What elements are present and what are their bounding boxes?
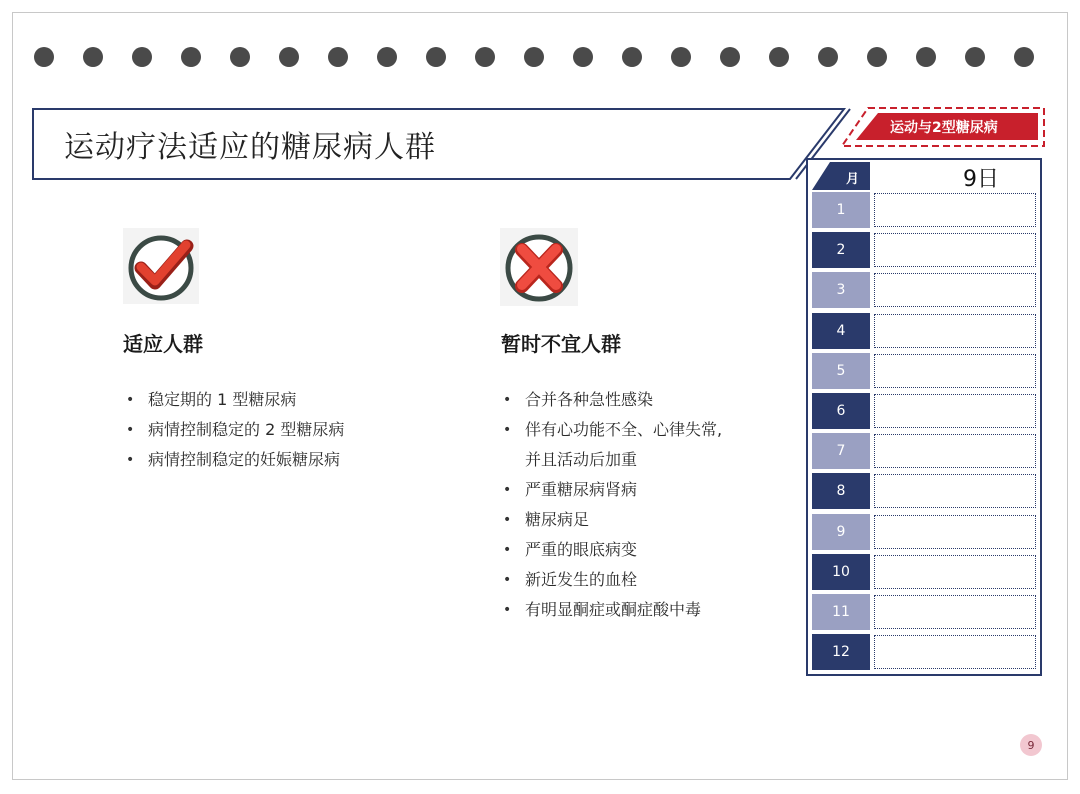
binder-hole <box>279 47 299 67</box>
unsuitable-list <box>501 385 722 625</box>
binder-hole <box>377 47 397 67</box>
cross-icon <box>500 228 576 304</box>
calendar-month-header <box>812 162 872 190</box>
month-number: 3 <box>812 272 870 308</box>
calendar-row <box>812 433 1040 469</box>
list-item: • 稳定期的 1 型糖尿病 <box>124 385 344 415</box>
month-number: 2 <box>812 232 870 268</box>
month-number: 8 <box>812 473 870 509</box>
day-label: 9日 <box>963 167 999 192</box>
list-item: • 严重的眼底病变 <box>501 535 722 565</box>
month-number: 11 <box>812 594 870 630</box>
binder-hole <box>132 47 152 67</box>
unsuitable-heading: 暂时不宜人群 <box>501 332 621 356</box>
list-item: • 严重糖尿病肾病 <box>501 475 722 505</box>
binder-hole <box>916 47 936 67</box>
page-title: 运动疗法适应的糖尿病人群 <box>64 130 436 165</box>
calendar-entry-cell[interactable] <box>874 555 1036 589</box>
list-item: • 合并各种急性感染 <box>501 385 722 415</box>
calendar-entry-cell[interactable] <box>874 233 1036 267</box>
calendar-row <box>812 272 1040 308</box>
calendar-entry-cell[interactable] <box>874 314 1036 348</box>
month-header-shape <box>812 162 872 190</box>
calendar-entry-cell[interactable] <box>874 434 1036 468</box>
tag-label: 运动与2型糖尿病 <box>890 120 998 136</box>
calendar-entry-cell[interactable] <box>874 515 1036 549</box>
calendar-entry-cell[interactable] <box>874 635 1036 669</box>
binder-hole <box>1014 47 1034 67</box>
calendar-entry-cell[interactable] <box>874 474 1036 508</box>
calendar-row <box>812 393 1040 429</box>
binder-hole <box>524 47 544 67</box>
calendar-entry-cell[interactable] <box>874 193 1036 227</box>
binder-hole <box>622 47 642 67</box>
binder-hole <box>328 47 348 67</box>
suitable-list <box>124 385 344 475</box>
calendar-row <box>812 634 1040 670</box>
month-number: 4 <box>812 313 870 349</box>
month-number: 12 <box>812 634 870 670</box>
calendar-row <box>812 473 1040 509</box>
binder-hole <box>426 47 446 67</box>
month-number: 7 <box>812 433 870 469</box>
month-number: 6 <box>812 393 870 429</box>
month-number: 10 <box>812 554 870 590</box>
binder-holes <box>34 47 1046 69</box>
month-label: 月 <box>846 172 860 187</box>
calendar-row <box>812 192 1040 228</box>
page-number: 9 <box>1020 734 1042 756</box>
list-item: • 病情控制稳定的妊娠糖尿病 <box>124 445 344 475</box>
binder-hole <box>475 47 495 67</box>
list-item: • 糖尿病足 <box>501 505 722 535</box>
list-item: • 有明显酮症或酮症酸中毒 <box>501 595 722 625</box>
calendar-entry-cell[interactable] <box>874 354 1036 388</box>
month-calendar <box>806 158 1042 676</box>
binder-hole <box>671 47 691 67</box>
month-number: 5 <box>812 353 870 389</box>
binder-hole <box>34 47 54 67</box>
topic-tag <box>840 106 1046 148</box>
list-item: • 伴有心功能不全、心律失常, <box>501 415 722 445</box>
calendar-entry-cell[interactable] <box>874 273 1036 307</box>
calendar-row <box>812 353 1040 389</box>
list-item-continuation: 并且活动后加重 <box>525 450 638 469</box>
calendar-row <box>812 313 1040 349</box>
binder-hole <box>965 47 985 67</box>
month-number: 9 <box>812 514 870 550</box>
calendar-row <box>812 554 1040 590</box>
binder-hole <box>83 47 103 67</box>
calendar-entry-cell[interactable] <box>874 595 1036 629</box>
binder-hole <box>720 47 740 67</box>
calendar-entry-cell[interactable] <box>874 394 1036 428</box>
binder-hole <box>818 47 838 67</box>
month-number: 1 <box>812 192 870 228</box>
binder-hole <box>181 47 201 67</box>
calendar-row <box>812 514 1040 550</box>
binder-hole <box>867 47 887 67</box>
check-icon <box>123 228 199 304</box>
suitable-heading: 适应人群 <box>123 332 203 356</box>
binder-hole <box>230 47 250 67</box>
binder-hole <box>573 47 593 67</box>
binder-hole <box>769 47 789 67</box>
calendar-row <box>812 232 1040 268</box>
calendar-row <box>812 594 1040 630</box>
list-item: • 病情控制稳定的 2 型糖尿病 <box>124 415 344 445</box>
title-banner <box>32 108 852 182</box>
list-item: • 新近发生的血栓 <box>501 565 722 595</box>
